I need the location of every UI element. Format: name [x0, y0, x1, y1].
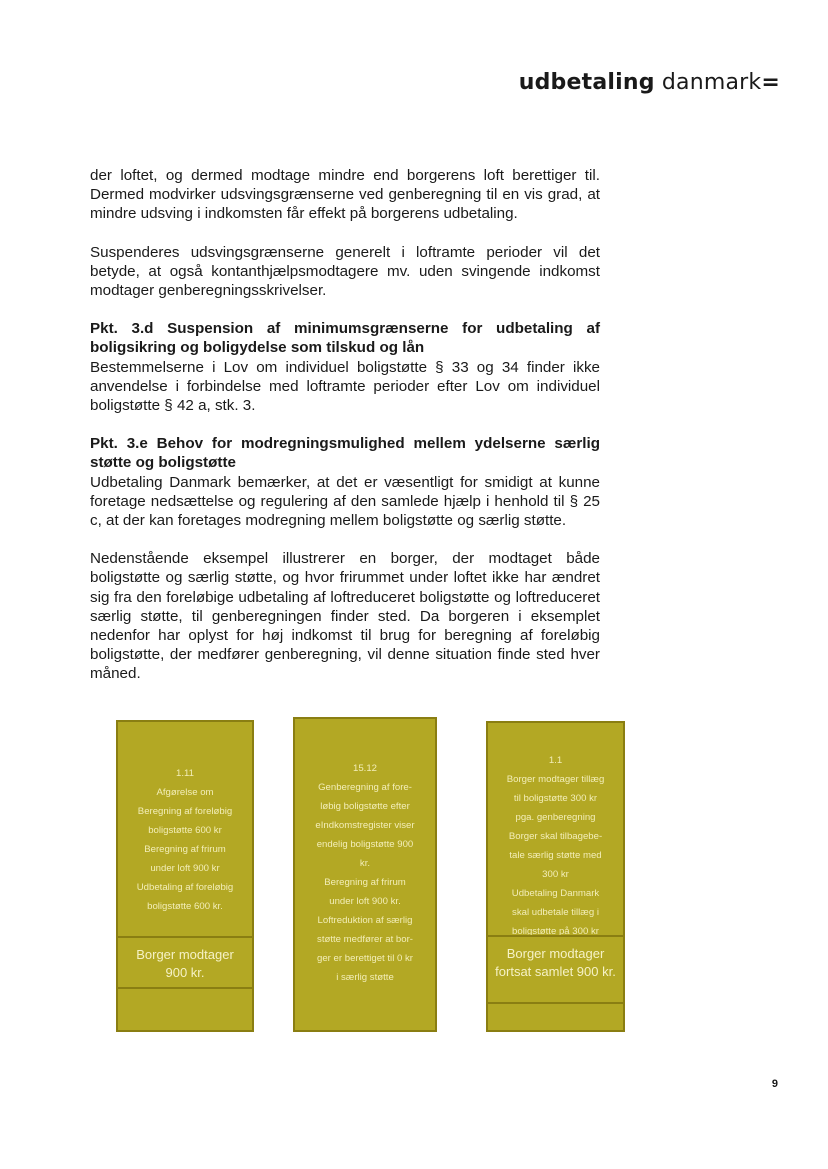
box-3-bottom-divider [486, 1002, 625, 1004]
box-1-body [118, 764, 252, 916]
box-line: 15.12 [352, 763, 377, 774]
box-line: Udbetaling af foreløbig [136, 882, 234, 893]
section-3e-text: Udbetaling Danmark bemærker, at det er væsentligt for smidigt at kunne foretage nedsættelse og regulering af den samlede hjælp i henhold til § 25 c, at der kan foretages modregning mellem boligstøtte og særlig støtte. [90, 473, 600, 530]
box-line: Genberegning af fore- [318, 782, 412, 793]
box-line: eIndkomstregister viser [315, 820, 415, 831]
box-line: i særlig støtte [336, 972, 394, 983]
box-line: kr. [359, 858, 371, 869]
box-3-body [488, 751, 623, 941]
paragraph-example: Nedenstående eksempel illustrerer en borger, der modtaget både boligstøtte og særlig støtte, og hvor frirummet under loftet ikke har ændret sig fra den foreløbige udbetaling af loftreduceret boligstøtte og loftreduceret særlig støtte, til genberegningen finder sted. Da borgeren i eksemplet nedenfor har oplyst for høj indkomst til brug for beregning af foreløbig boligstøtte, der medfører genberegning, vil denne situation finde sted hver måned. [90, 550, 600, 683]
box-line: boligstøtte 600 kr [148, 825, 222, 836]
box-line: tale særlig støtte med [509, 850, 602, 861]
box-line: ger er berettiget til 0 kr [317, 953, 413, 964]
box-line: endelig boligstøtte 900 [316, 839, 414, 850]
box-line: skal udbetale tillæg i [512, 907, 599, 918]
box-line: 1.11 [176, 768, 194, 779]
logo-bold-text: udbetaling [518, 70, 655, 95]
timeline-box-1-11 [116, 720, 254, 1032]
document-body [90, 166, 600, 703]
udbetaling-danmark-logo [519, 70, 780, 95]
section-3d-heading: Pkt. 3.d Suspension af minimumsgrænserne for udbetaling af boligsikring og boligydelse som tilskud og lån [90, 320, 600, 357]
section-3d [90, 319, 600, 415]
box-line: boligstøtte på 300 kr [512, 926, 599, 937]
page-number: 9 [771, 1078, 778, 1090]
logo-light-text: danmark [661, 70, 762, 95]
timeline-box-15-12 [293, 717, 437, 1032]
box-line: Beregning af frirum [144, 844, 226, 855]
box-line: 300 kr [542, 869, 569, 880]
box-1-bottom-divider [116, 987, 254, 989]
section-3d-text: Bestemmelserne i Lov om individuel boligstøtte § 33 og 34 finder ikke anvendelse i forbindelse med loftramte perioder efter Lov om individuel boligstøtte § 42 a, stk. 3. [90, 358, 600, 415]
box-1-footer: Borger modtager 900 kr. [116, 936, 254, 996]
box-line: Beregning af frirum [324, 877, 406, 888]
logo-mark: = [761, 70, 780, 95]
box-line: 1.1 [548, 755, 563, 766]
box-3-footer: Borger modtager fortsat samlet 900 kr. [486, 935, 625, 1007]
box-line: støtte medfører at bor- [317, 934, 413, 945]
box-line: Borger skal tilbagebe- [508, 831, 603, 842]
box-line: Udbetaling Danmark [511, 888, 600, 899]
box-2-body [295, 759, 435, 987]
paragraph-loft: der loftet, og dermed modtage mindre end borgerens loft berettiger til. Dermed modvirker udsvingsgrænserne ved genberegning til en vis grad, at mindre udsving i indkomsten får effekt på borgerens udbetaling. [90, 167, 600, 223]
box-line: under loft 900 kr. [329, 896, 401, 907]
timeline-box-1-1 [486, 721, 625, 1032]
box-line: Borger modtager tillæg [506, 774, 605, 785]
box-line: Afgørelse om [156, 787, 214, 798]
section-3e-heading: Pkt. 3.e Behov for modregningsmulighed mellem ydelserne særlig støtte og boligstøtte [90, 435, 600, 472]
box-line: til boligstøtte 300 kr [513, 793, 598, 804]
paragraph-suspension: Suspenderes udsvingsgrænserne generelt i loftramte perioder vil det betyde, at også kontanthjælpsmodtagere mv. uden svingende indkomst modtager genberegningsskrivelser. [90, 243, 600, 300]
box-line: Beregning af foreløbig [137, 806, 233, 817]
section-3e [90, 434, 600, 530]
box-line: boligstøtte 600 kr. [147, 901, 223, 912]
box-line: under loft 900 kr [150, 863, 220, 874]
box-line: Loftreduktion af særlig [317, 915, 413, 926]
box-line: pga. genberegning [515, 812, 596, 823]
box-line: løbig boligstøtte efter [320, 801, 410, 812]
